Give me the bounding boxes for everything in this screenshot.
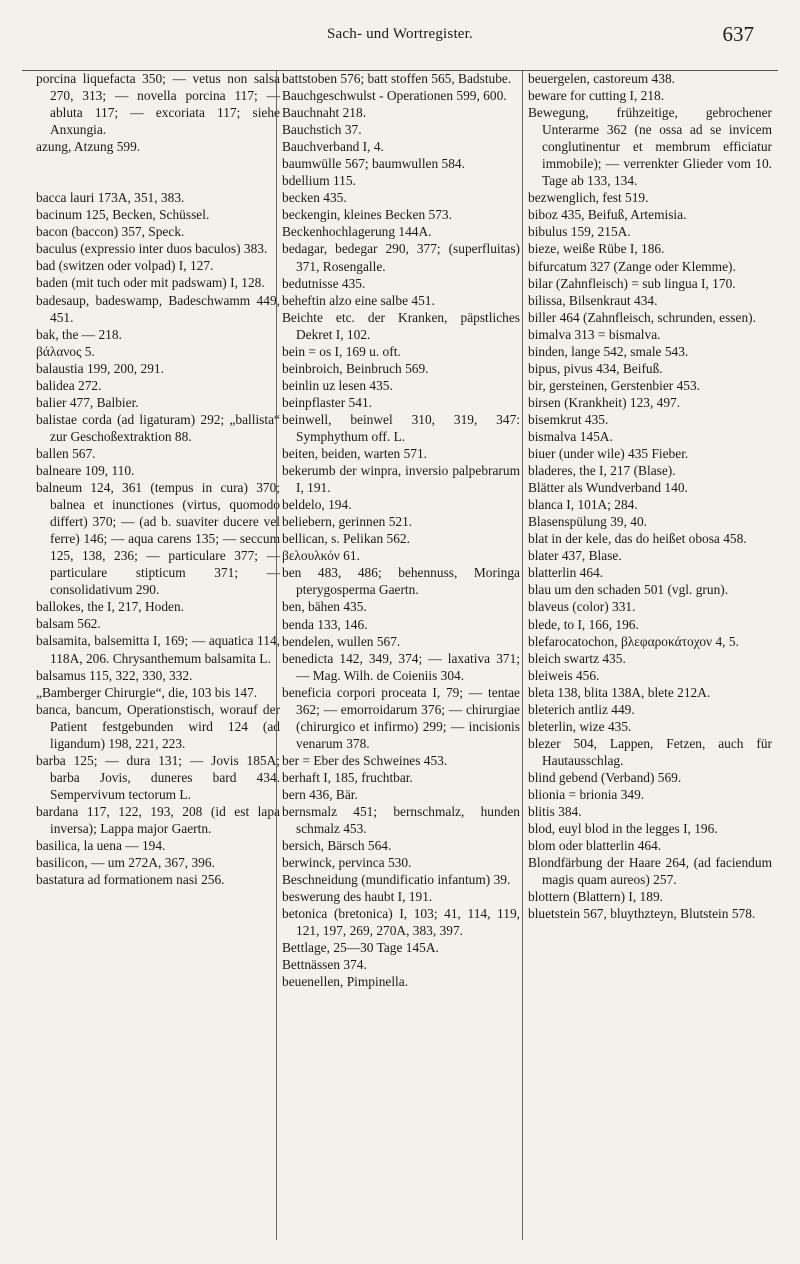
index-entry: Blondfärbung der Haare 264, (ad faciendum magis quam aureos) 257.	[528, 855, 772, 888]
index-entry: βάλανος 5.	[36, 343, 95, 359]
index-entry: bismalva 145A.	[528, 428, 613, 444]
index-entry: bacon (baccon) 357, Speck.	[36, 224, 185, 240]
index-entry: bleta 138, blita 138A, blete 212A.	[528, 684, 711, 700]
index-entry: blau um den schaden 501 (vgl. grun).	[528, 582, 729, 598]
index-entry: balsamus 115, 322, 330, 332.	[36, 667, 193, 683]
index-entry: bacinum 125, Becken, Schüssel.	[36, 207, 210, 223]
index-entry: balidea 272.	[36, 377, 102, 393]
index-entry: bladeres, the I, 217 (Blase).	[528, 463, 676, 479]
index-entry: blaveus (color) 331.	[528, 599, 636, 615]
index-entry: bluetstein 567, bluythzteyn, Blutstein 578.	[528, 906, 756, 922]
index-entry: bardana 117, 122, 193, 208 (id est lapa inversa); Lappa major Gaertn.	[36, 803, 280, 836]
index-entry: beneficia corpori proceata I, 79; — tentae 362; — emorroidarum 376; — chirurgiae (chirurgico et infirmo) 299; — incisionis venarum 378.	[282, 684, 520, 751]
index-entry: Bauchnaht 218.	[282, 105, 367, 121]
index-entry: beware for cutting I, 218.	[528, 88, 665, 104]
index-entry: bifurcatum 327 (Zange oder Klemme).	[528, 258, 736, 274]
index-entry: bad (switzen oder volpad) I, 127.	[36, 258, 214, 274]
index-entry: biboz 435, Beifuß, Artemisia.	[528, 207, 687, 223]
index-entry: beswerung des haubt I, 191.	[282, 889, 433, 905]
index-entry: bleich swartz 435.	[528, 650, 626, 666]
index-entry: blind gebend (Verband) 569.	[528, 769, 682, 785]
index-entry: bernsmalz 451; bernschmalz, hunden schmalz 453.	[282, 804, 520, 837]
index-entry: biuer (under wile) 435 Fieber.	[528, 446, 689, 462]
index-entry: basilica, la uena — 194.	[36, 838, 166, 854]
index-entry: beiten, beiden, warten 571.	[282, 446, 428, 462]
index-entry: bein = os I, 169 u. oft.	[282, 343, 401, 359]
index-entry: beinpflaster 541.	[282, 394, 372, 410]
index-entry: bibulus 159, 215A.	[528, 224, 631, 240]
index-entry: biller 464 (Zahnfleisch, schrunden, essen).	[528, 309, 756, 325]
index-entry: bersich, Bärsch 564.	[282, 838, 392, 854]
index-entry: banca, bancum, Operationstisch, worauf der Patient festgebunden wird 124 (ad ligandum) 198, 221, 223.	[36, 701, 280, 751]
index-entry: balier 477, Balbier.	[36, 394, 139, 410]
index-entry: beinbroich, Beinbruch 569.	[282, 360, 429, 376]
index-entry: ber = Eber des Schweines 453.	[282, 752, 448, 768]
index-entry: porcina liquefacta 350; — vetus non salsa 270, 313; — novella porcina 117; — abluta 117; — excoriata 117; siehe Anxungia.	[36, 71, 280, 138]
index-entry: bezwenglich, fest 519.	[528, 190, 649, 206]
index-entry: Bettlage, 25—30 Tage 145A.	[282, 940, 439, 956]
index-entry: blezer 504, Lappen, Fetzen, auch für Hautausschlag.	[528, 735, 772, 768]
index-entry: beckengin, kleines Becken 573.	[282, 207, 452, 223]
index-entry: Bauchstich 37.	[282, 122, 362, 138]
index-entry: bilar (Zahnfleisch) = sub lingua I, 170.	[528, 275, 736, 291]
index-entry: binden, lange 542, smale 543.	[528, 343, 689, 359]
index-entry: bern 436, Bär.	[282, 786, 358, 802]
index-entry: blanca I, 101A; 284.	[528, 497, 638, 513]
index-entry: balsam 562.	[36, 616, 101, 632]
letter-gap	[36, 155, 280, 189]
index-entry: badesaup, badeswamp, Badeschwamm 449, 451.	[36, 292, 280, 325]
index-entry: blefarocatochon, βλεφαροκάτοχον 4, 5.	[528, 633, 739, 649]
page-number: 637	[722, 22, 754, 46]
index-entry: benda 133, 146.	[282, 616, 368, 632]
index-entry: Bauchverband I, 4.	[282, 139, 384, 155]
index-entry: baumwülle 567; baumwullen 584.	[282, 156, 465, 172]
index-entry: bendelen, wullen 567.	[282, 633, 401, 649]
column-divider	[276, 70, 277, 1240]
index-entry: ben 483, 486; behennuss, Moringa pterygosperma Gaertn.	[282, 565, 520, 598]
index-entry: bieze, weiße Rübe I, 186.	[528, 241, 665, 257]
index-entry: Blätter als Wundverband 140.	[528, 480, 688, 496]
running-title: Sach- und Wortregister.	[326, 26, 473, 42]
index-entry: beldelo, 194.	[282, 497, 352, 513]
index-entry: bir, gersteinen, Gerstenbier 453.	[528, 377, 700, 393]
index-entry: beinwell, beinwel 310, 319, 347: Symphythum off. L.	[282, 411, 520, 444]
index-entry: baculus (expressio inter duos baculos) 383.	[36, 241, 268, 257]
index-entry: azung, Atzung 599.	[36, 139, 141, 155]
index-entry: bdellium 115.	[282, 173, 356, 189]
index-entry: bacca lauri 173A, 351, 383.	[36, 190, 185, 206]
index-entry: blitis 384.	[528, 804, 582, 820]
index-entry: blottern (Blattern) I, 189.	[528, 889, 663, 905]
page-header	[0, 22, 800, 52]
index-column-middle	[282, 70, 520, 991]
index-entry: blede, to I, 166, 196.	[528, 616, 639, 632]
index-entry: berhaft I, 185, fruchtbar.	[282, 769, 413, 785]
index-column-right	[528, 70, 772, 922]
index-entry: balaustia 199, 200, 291.	[36, 360, 164, 376]
index-entry: barba 125; — dura 131; — Jovis 185A; barba Jovis, duneres bard 434. Sempervivum tectorum L.	[36, 752, 280, 802]
index-entry: bleiweis 456.	[528, 667, 600, 683]
index-entry: Beckenhochlagerung 144A.	[282, 224, 432, 240]
index-entry: blat in der kele, das do heißet obosa 458.	[528, 531, 747, 547]
index-entry: beliebern, gerinnen 521.	[282, 514, 413, 530]
index-entry: blionia = brionia 349.	[528, 786, 645, 802]
index-entry: blater 437, Blase.	[528, 548, 622, 564]
index-entry: bak, the — 218.	[36, 326, 122, 342]
index-entry: bisemkrut 435.	[528, 411, 609, 427]
index-entry: battstoben 576; batt stoffen 565, Badstube.	[282, 71, 512, 86]
index-entry: Beschneidung (mundificatio infantum) 39.	[282, 872, 511, 888]
index-entry: bleterlin, wize 435.	[528, 718, 632, 734]
index-entry: ben, bähen 435.	[282, 599, 367, 615]
index-entry: Blasenspülung 39, 40.	[528, 514, 648, 530]
index-entry: bleterich antliz 449.	[528, 701, 635, 717]
index-entry: benedicta 142, 349, 374; — laxativa 371; — Mag. Wilh. de Coieniis 304.	[282, 650, 520, 683]
index-entry: bedagar, bedegar 290, 377; (superfluitas) 371, Rosengalle.	[282, 241, 520, 274]
index-entry: Beichte etc. der Kranken, päpstliches Dekret I, 102.	[282, 309, 520, 342]
index-column-left	[36, 70, 280, 888]
index-entry: birsen (Krankheit) 123, 497.	[528, 394, 681, 410]
index-entry: bekerumb der winpra, inversio palpebrarum I, 191.	[282, 463, 520, 496]
index-entry: bilissa, Bilsenkraut 434.	[528, 292, 658, 308]
index-entry: beuergelen, castoreum 438.	[528, 71, 675, 86]
index-entry: bellican, s. Pelikan 562.	[282, 531, 410, 547]
index-entry: betonica (bretonica) I, 103; 41, 114, 119, 121, 197, 269, 270A, 383, 397.	[282, 906, 520, 939]
index-entry: basilicon, — um 272A, 367, 396.	[36, 855, 215, 871]
index-entry: becken 435.	[282, 190, 347, 206]
index-entry: βελουλκόν 61.	[282, 548, 360, 564]
index-entry: beuenellen, Pimpinella.	[282, 974, 409, 990]
index-entry: bipus, pivus 434, Beifuß.	[528, 360, 663, 376]
index-entry: berwinck, pervinca 530.	[282, 855, 412, 871]
index-entry: Bauchgeschwulst - Operationen 599, 600.	[282, 88, 507, 104]
index-entry: balsamita, balsemitta I, 169; — aquatica 114, 118A, 206. Chrysanthemum balsamita L.	[36, 633, 280, 666]
index-entry: balneum 124, 361 (tempus in cura) 370; balnea et inunctiones (virtus, quomodo differt) 370; — (ad b. suaviter ducere vel ferre) 146; — aqua carens 135; — seccum 125, 138, 236; — particulare 377; — particulare stipticum 371; — consolidativum 290.	[36, 480, 280, 598]
index-entry: „Bamberger Chirurgie“, die, 103 bis 147.	[36, 684, 258, 700]
index-entry: Bettnässen 374.	[282, 957, 367, 973]
index-entry: blod, euyl blod in the legges I, 196.	[528, 821, 718, 837]
index-entry: bimalva 313 = bismalva.	[528, 326, 661, 342]
index-entry: balneare 109, 110.	[36, 462, 135, 478]
index-entry: Bewegung, frühzeitige, gebrochener Unterarme 362 (ne ossa ad se invicem conglutinentur et membrum efficiatur immobile); — verrenkter Glieder vom 10. Tage ab 133, 134.	[528, 105, 772, 189]
index-entry: balistae corda (ad ligaturam) 292; „ballista“ zur Geschoßextraktion 88.	[36, 411, 280, 444]
index-entry: baden (mit tuch oder mit padswam) I, 128.	[36, 275, 265, 291]
index-entry: beinlin uz lesen 435.	[282, 377, 393, 393]
column-divider	[522, 70, 523, 1240]
index-entry: blatterlin 464.	[528, 565, 604, 581]
index-entry: ballokes, the I, 217, Hoden.	[36, 599, 185, 615]
index-entry: beheftin alzo eine salbe 451.	[282, 292, 435, 308]
index-entry: ballen 567.	[36, 445, 96, 461]
index-entry: blom oder blatterlin 464.	[528, 838, 662, 854]
index-entry: bedutnisse 435.	[282, 275, 366, 291]
index-entry: bastatura ad formationem nasi 256.	[36, 872, 225, 888]
